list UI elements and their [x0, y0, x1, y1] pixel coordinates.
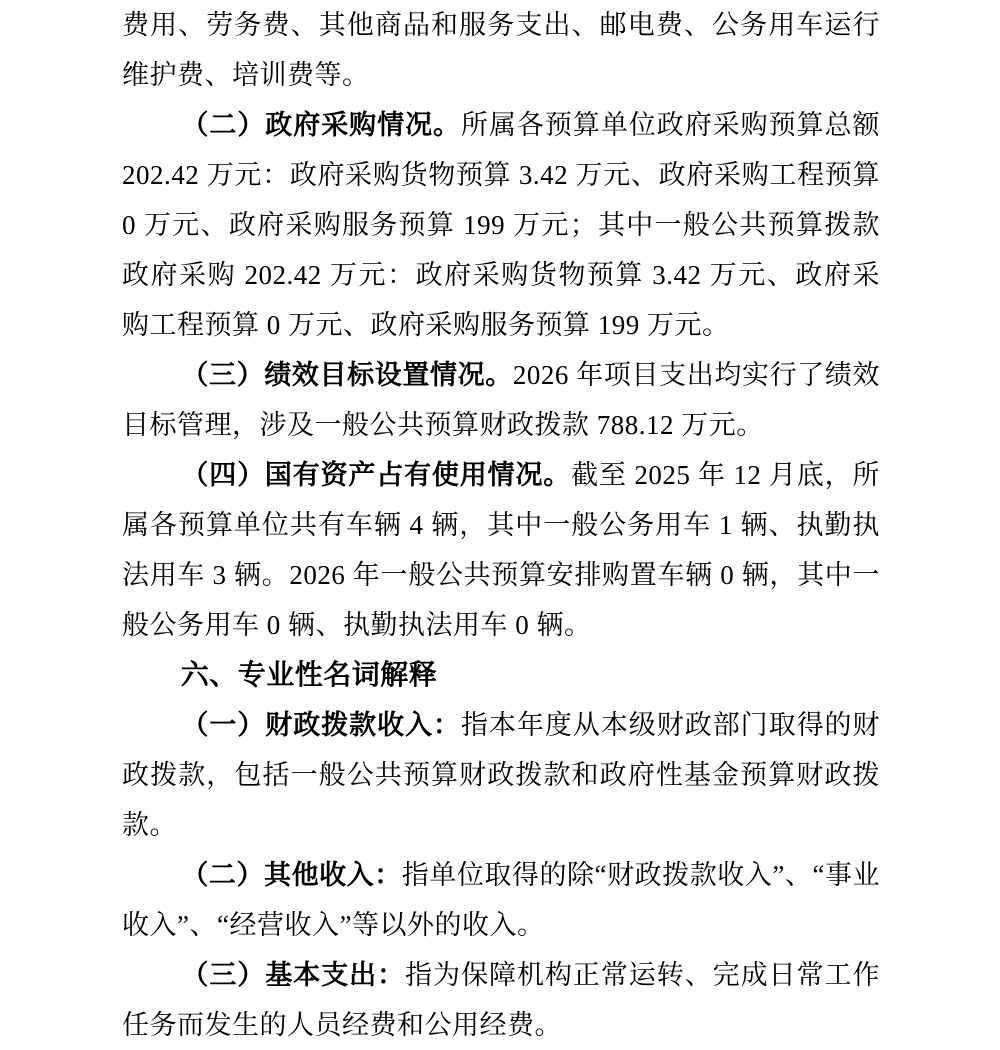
paragraph-expense-items-continuation — [122, 0, 880, 100]
paragraph-text: 截至 2025 年 12 月底，所属各预算单位共有车辆 4 辆，其中一般公务用车 1 辆、执勤执法用车 3 辆。2026 年一般公共预算安排购置车辆 0 辆，其中一般公务用车 0 辆、执勤执法用车 0 辆。 — [122, 460, 881, 640]
paragraph-term-other-income — [122, 850, 880, 950]
paragraph-text: 费用、劳务费、其他商品和服务支出、邮电费、公务用车运行维护费、培训费等。 — [122, 10, 880, 90]
paragraph-lead-term-basic-expenditure: （三）基本支出： — [181, 960, 406, 990]
paragraph-text: 所属各预算单位政府采购预算总额 202.42 万元：政府采购货物预算 3.42 万元、政府采购工程预算 0 万元、政府采购服务预算 199 万元；其中一般公共预算拨款政府采购 202.42 万元：政府采购货物预算 3.42 万元、政府采购工程预算 0 万元、政府采购服务预算 199 万元。 — [122, 110, 881, 340]
paragraph-performance-targets — [122, 350, 880, 450]
section-heading-glossary: 六、专业性名词解释 — [180, 659, 438, 690]
paragraph-lead-state-assets: （四）国有资产占有使用情况。 — [181, 460, 572, 490]
paragraph-lead-performance-targets: （三）绩效目标设置情况。 — [181, 360, 513, 390]
paragraph-term-fiscal-appropriation — [122, 700, 880, 850]
paragraph-term-basic-expenditure — [122, 950, 880, 1050]
paragraph-text: 指单位取得的除“财政拨款收入”、“事业收入”、“经营收入”等以外的收入。 — [122, 860, 881, 940]
paragraph-lead-term-fiscal-appropriation: （一）财政拨款收入： — [181, 710, 462, 740]
paragraph-gov-procurement — [122, 100, 880, 350]
paragraph-state-assets — [122, 450, 880, 650]
paragraph-text: 2026 年项目支出均实行了绩效目标管理，涉及一般公共预算财政拨款 788.12 万元。 — [122, 360, 881, 440]
paragraph-text: 指为保障机构正常运转、完成日常工作任务而发生的人员经费和公用经费。 — [122, 960, 880, 1040]
paragraph-lead-gov-procurement: （二）政府采购情况。 — [181, 110, 462, 140]
paragraph-lead-term-other-income: （二）其他收入： — [181, 860, 402, 890]
paragraph-text: 指本年度从本级财政部门取得的财政拨款，包括一般公共预算财政拨款和政府性基金预算财政拨款。 — [122, 710, 881, 840]
